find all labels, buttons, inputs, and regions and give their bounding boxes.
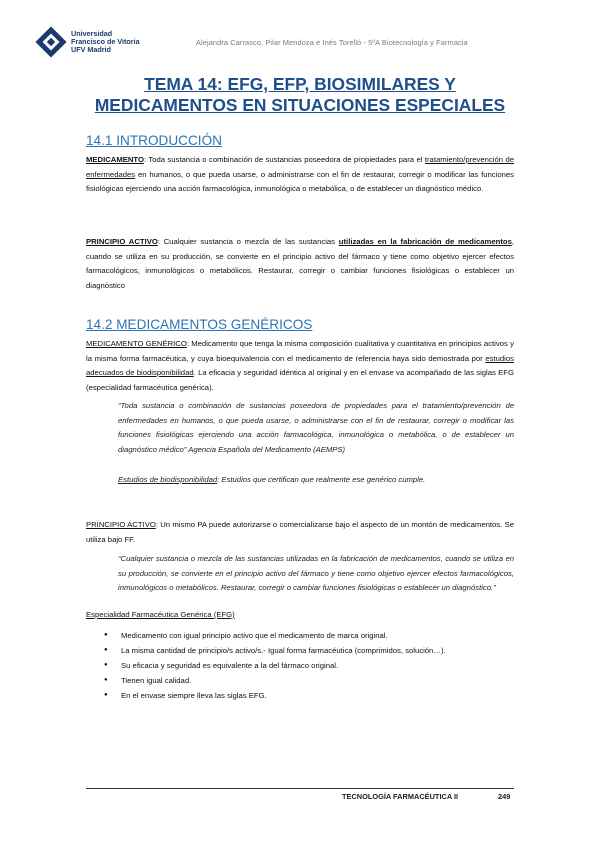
list-item: ● La misma cantidad de principio/s activo/s.- Igual forma farmacéutica (comprimidos, solución…). (104, 643, 446, 658)
text-segment: : Toda sustancia o combinación de sustancias poseedora de propiedades para el (143, 155, 425, 164)
logo-line-3: UFV Madrid (71, 45, 111, 54)
section-heading-introduccion: 14.1 INTRODUCCIÓN (86, 133, 222, 148)
term-biodisponibilidad: Estudios de biodisponibilidad (118, 475, 218, 484)
text-segment: : Estudios que certifican que realmente ese genérico cumple. (217, 475, 426, 484)
list-item: ● Medicamento con igual principio activo que el medicamento de marca original. (104, 628, 446, 643)
section-heading-genericos: 14.2 MEDICAMENTOS GENÉRICOS (86, 317, 313, 332)
text-segment: : Medicamento que tenga la misma composición cualitativa y cuantitativa en principios activos y la misma forma farmacéutica, y cuya bioequivalencia con el medicamento de referencia haya sido demostrada por (86, 339, 514, 363)
biodisponibilidad-note (118, 473, 514, 488)
underlined-phrase: utilizadas en la fabricación de medicamentos (338, 237, 512, 246)
efg-bullet-list (104, 628, 446, 703)
text-segment: , cuando se utiliza en su producción, se convierte en el principio activo del fármaco y tiene como objetivo ejercer efectos farmacológicos, inmunológicos o metabólicos. Restaurar, corregir o cambiar funciones fisiológicas o establecer un diagnóstico (86, 237, 514, 290)
text-segment: : Un mismo PA puede autorizarse o comercializarse bajo el aspecto de un montón de medicamentos. Se utiliza bajo FF. (86, 520, 514, 544)
header-authors: Alejandra Carrasco, Pilar Mendoza e Inés Torelló - 5ºA Biotecnología y Farmacia (196, 38, 468, 47)
quote-principio-activo: “Cualquier sustancia o mezcla de las sustancias utilizadas en la fabricación de medicamentos, cuando se utiliza en su producción, se convierte en el principio activo del fármaco y tiene como objetivo ejercer efectos farmacológicos, inmunológicos o metabólicos. Restaurar, corregir o cambiar funciones fisiológicas o establecer un diagnóstico.” (118, 554, 514, 592)
title-line-1: TEMA 14: EFG, EFP, BIOSIMILARES Y (144, 74, 456, 94)
logo-line-2: Francisco de Vitoria (71, 37, 140, 46)
ufv-logo-icon (35, 26, 66, 57)
paragraph-principio-activo-2 (86, 518, 514, 547)
list-item: ● Tienen igual calidad. (104, 673, 446, 688)
term-medicamento-generico: MEDICAMENTO GENÉRICO (86, 339, 187, 348)
title-line-2: MEDICAMENTOS EN SITUACIONES ESPECIALES (94, 95, 506, 115)
logo-text (71, 30, 140, 54)
text-segment: en humanos, o que pueda usarse, o administrarse con el fin de restaurar, corregir o modificar las funciones fisiológicas ejerciendo una acción farmacológica, inmunológica o metabólica, o de establecer un diagnóstico médico. (86, 169, 514, 193)
term-principio-activo: PRINCIPIO ACTIVO (86, 520, 156, 529)
term-medicamento: MEDICAMENTO (86, 155, 144, 164)
page-number: 249 (498, 792, 511, 801)
list-item: ● En el envase siempre lleva las siglas EFG. (104, 688, 446, 703)
page-title (60, 74, 540, 116)
underlined-phrase: estudios adecuados de biodisponibilidad (86, 353, 514, 377)
quote-aemps: “Toda sustancia o combinación de sustancias poseedora de propiedades para el tratamiento/prevención de enfermedades en humanos, o que pueda usarse, o administrarse con el fin de restaurar, corregir o modificar las funciones fisiológicas ejerciendo una acción farmacológica, inmunológica o metabólica, o de establecer un diagnóstico médico” Agencia Española del Medicamento (AEMPS) (118, 401, 514, 454)
footer-divider (86, 788, 514, 789)
list-item: ● Su eficacia y seguridad es equivalente a la del fármaco original. (104, 658, 446, 673)
logo-line-1: Universidad (71, 29, 113, 38)
underlined-phrase: tratamiento/prevención de enfermedades (86, 155, 514, 179)
term-principio-activo: PRINCIPIO ACTIVO (86, 237, 158, 246)
university-logo (36, 26, 140, 58)
efg-subheading: Especialidad Farmacéutica Genérica (EFG) (86, 610, 235, 619)
text-segment: : Cualquier sustancia o mezcla de las sustancias (157, 237, 339, 246)
text-segment: . La eficacia y seguridad idéntica al original y en el envase va acompañado de las siglas EFG (especialidad farmacéutica genérica). (86, 368, 514, 392)
footer-subject: TECNOLOGÍA FARMACÉUTICA II (342, 792, 459, 801)
paragraph-medicamento (86, 153, 514, 197)
paragraph-medicamento-generico (86, 337, 514, 395)
paragraph-principio-activo (86, 235, 514, 293)
